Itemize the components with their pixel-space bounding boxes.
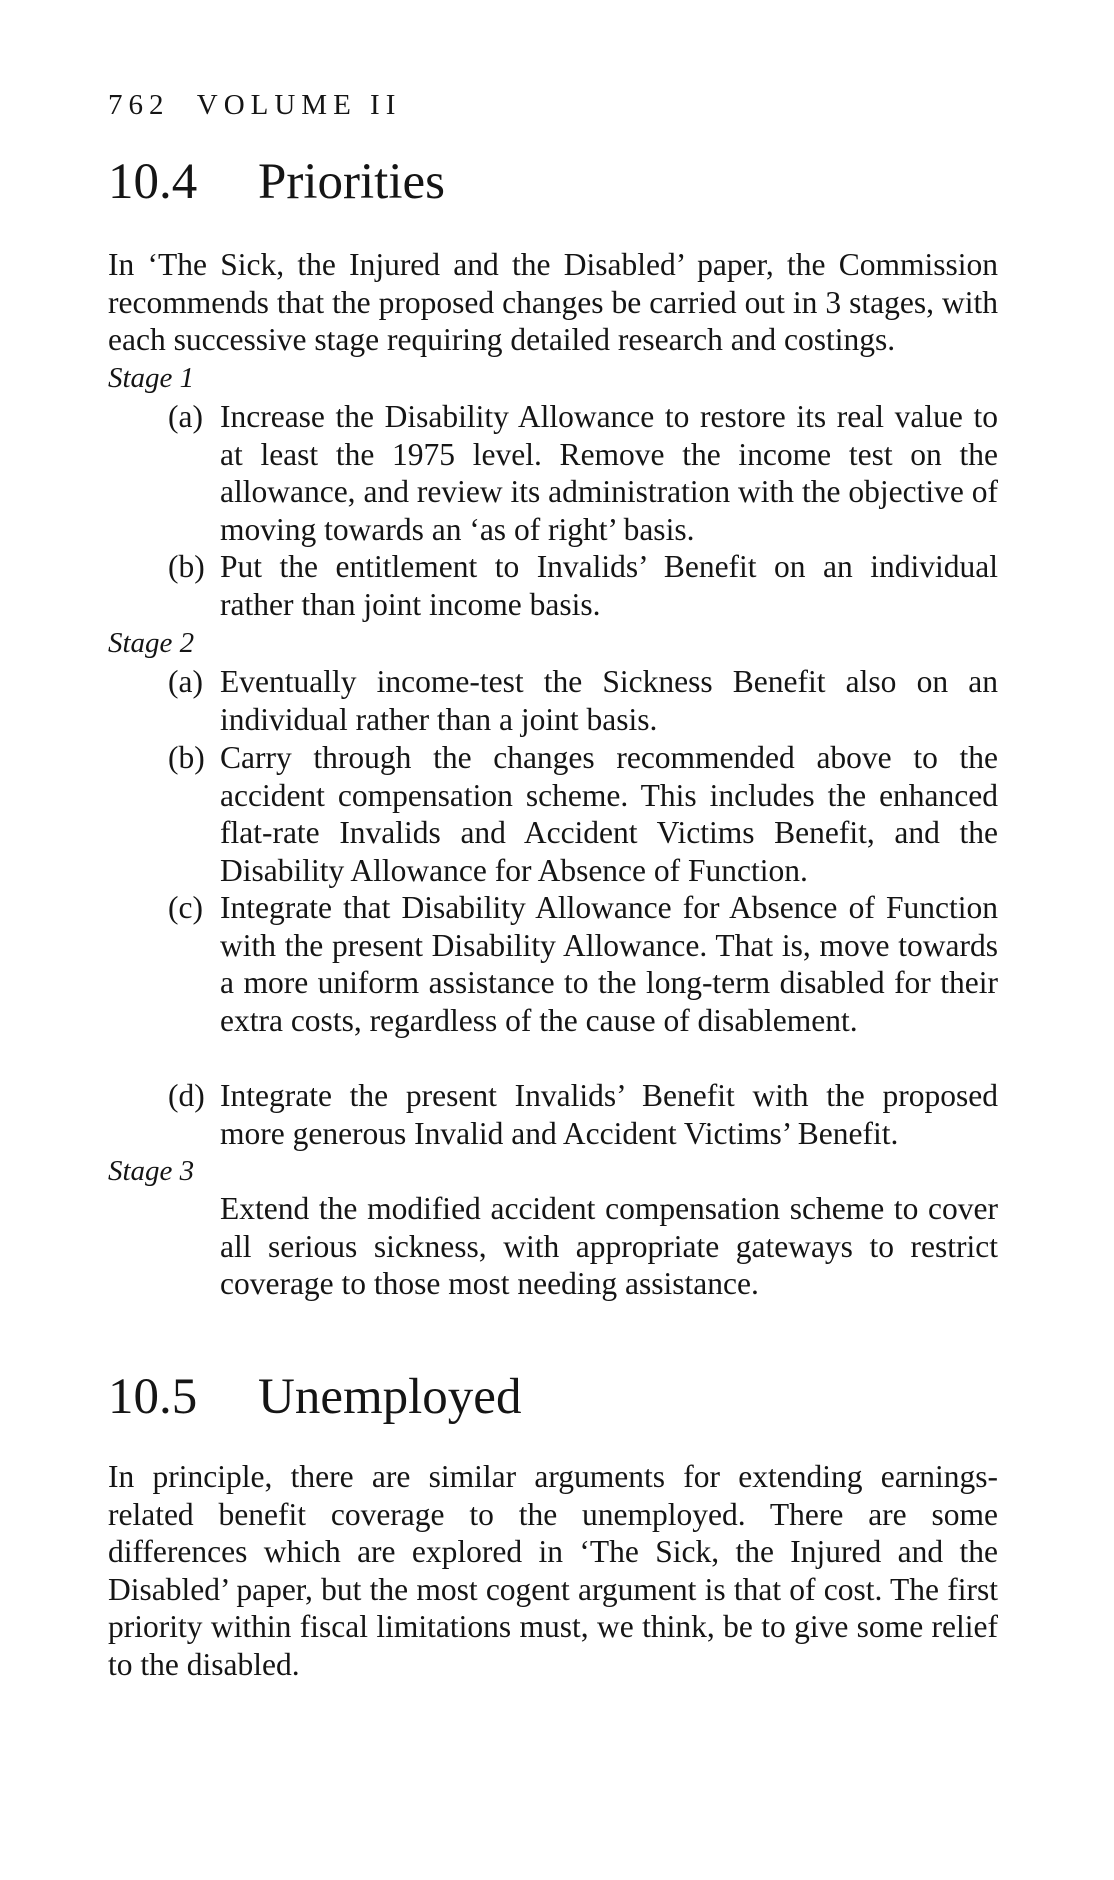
item-label: (d) [168, 1078, 205, 1113]
stage-2-heading: Stage 2 [108, 627, 195, 659]
priorities-intro-paragraph: In ‘The Sick, the Injured and the Disabled’ paper, the Commission recommends that the proposed changes be carried out in 3 stages, with each successive stage requiring detailed research and costings. [108, 247, 998, 357]
item-text: Integrate that Disability Allowance for Absence of Function with the present Disability Allowance. That is, move towards a more uniform assistance to the long-term disabled for their extra costs, regardless of the cause of disablement. [220, 890, 998, 1038]
volume-label: VOLUME II [196, 89, 402, 121]
stage-2-item-a [168, 663, 998, 738]
stage-2-item-c [168, 889, 998, 1039]
item-label: (b) [168, 549, 205, 584]
item-text: Increase the Disability Allowance to restore its real value to at least the 1975 level. Remove the income test on the allowance, and review its administration with the objective of moving towards an ‘as of right’ basis. [220, 399, 998, 547]
section-title: Priorities [258, 154, 445, 210]
section-number: 10.4 [108, 154, 198, 210]
stage-1-item-b [168, 548, 998, 623]
section-heading-unemployed [108, 1367, 521, 1427]
stage-2-item-d [168, 1077, 998, 1152]
unemployed-paragraph: In principle, there are similar arguments for extending earnings-related benefit coverage to the unemployed. There are some differences which are explored in ‘The Sick, the Injured and the Disabled’ paper, but the most cogent argument is that of cost. The first priority within fiscal limitations must, we think, be to give some relief to the disabled. [108, 1459, 998, 1682]
stage-3-text: Extend the modified accident compensation scheme to cover all serious sickness, with appropriate gateways to restrict coverage to those most needing assistance. [220, 1191, 998, 1301]
running-head [108, 88, 401, 122]
stage-3-heading: Stage 3 [108, 1155, 195, 1187]
item-text: Put the entitlement to Invalids’ Benefit on an individual rather than joint income basis. [220, 549, 998, 622]
item-text: Carry through the changes recommended above to the accident compensation scheme. This includes the enhanced flat-rate Invalids and Accident Victims Benefit, and the Disability Allowance for Absence of Function. [220, 740, 998, 888]
section-title: Unemployed [258, 1369, 522, 1425]
item-label: (a) [168, 399, 203, 434]
section-number: 10.5 [108, 1369, 198, 1425]
item-label: (b) [168, 740, 205, 775]
page-number: 762 [108, 89, 170, 121]
stage-1-heading: Stage 1 [108, 362, 195, 394]
stage-1-item-a [168, 398, 998, 548]
stage-2-item-b [168, 739, 998, 889]
item-text: Integrate the present Invalids’ Benefit with the proposed more generous Invalid and Accident Victims’ Benefit. [220, 1078, 998, 1151]
item-label: (a) [168, 664, 203, 699]
item-text: Eventually income-test the Sickness Benefit also on an individual rather than a joint basis. [220, 664, 998, 737]
section-heading-priorities [108, 152, 445, 212]
item-label: (c) [168, 890, 203, 925]
